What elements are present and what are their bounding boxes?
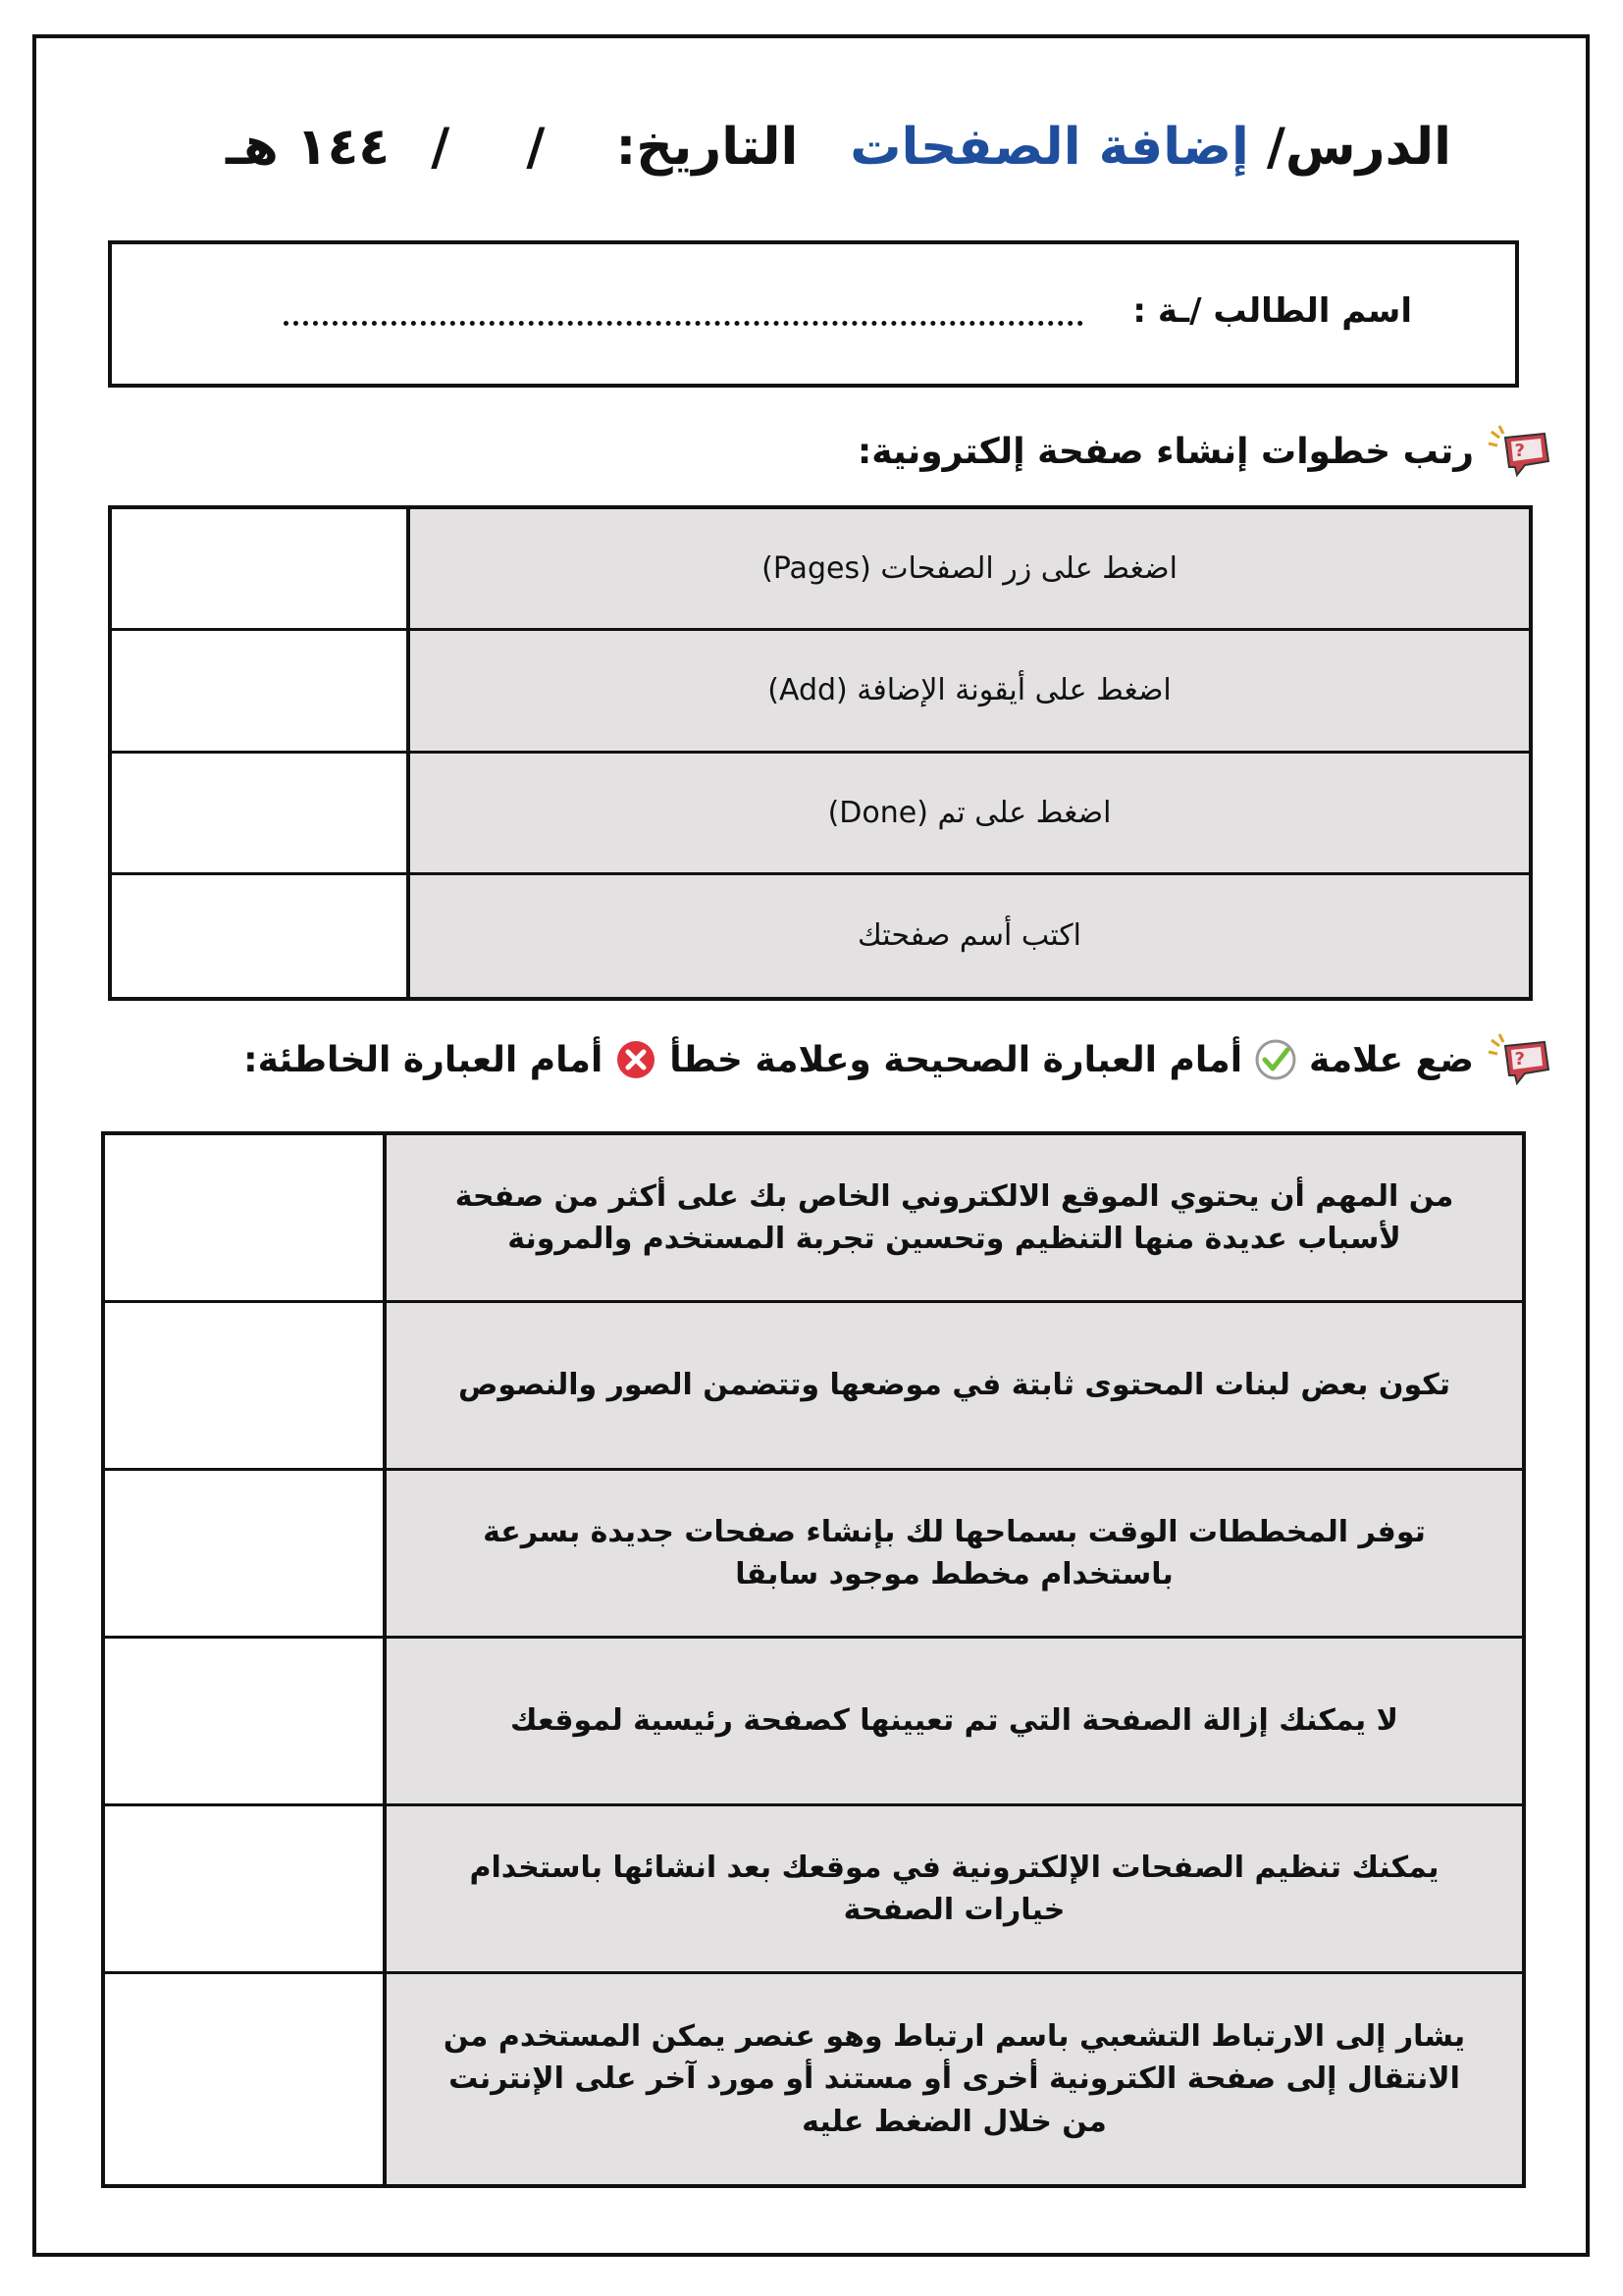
lesson-label: الدرس/ — [1266, 118, 1451, 177]
cross-icon — [614, 1038, 657, 1081]
question-chat-icon — [1486, 422, 1554, 481]
step-text: اكتب أسم صفحتك — [410, 875, 1529, 997]
date-year: ١٤٤ هـ — [226, 118, 391, 177]
student-name-box — [108, 240, 1519, 388]
tf-answer-cell[interactable] — [105, 1974, 387, 2184]
tf-answer-cell[interactable] — [105, 1303, 387, 1468]
table-row — [105, 1974, 1522, 2184]
order-answer-cell[interactable] — [112, 631, 410, 750]
step-text: اضغط على تم (Done) — [410, 754, 1529, 872]
table-row — [112, 631, 1529, 753]
table-row — [105, 1806, 1522, 1974]
statement-text: تكون بعض لبنات المحتوى ثابتة في موضعها وتتضمن الصور والنصوص — [387, 1303, 1522, 1468]
table-row — [112, 509, 1529, 631]
table-row — [105, 1471, 1522, 1639]
date-label: التاريخ: — [615, 118, 799, 177]
svg-text:?: ? — [1514, 1049, 1525, 1070]
section2-title-part1: ضع علامة — [1309, 1039, 1474, 1080]
ordering-table — [108, 505, 1533, 1001]
date-slashes: / / — [431, 118, 575, 177]
statement-text: من المهم أن يحتوي الموقع الالكتروني الخاص بك على أكثر من صفحة لأسباب عديدة منها التنظيم وتحسين تجربة المستخدم والمرونة — [387, 1135, 1522, 1300]
section2-header — [243, 1030, 1554, 1089]
tf-answer-cell[interactable] — [105, 1135, 387, 1300]
section2-title-part3: أمام العبارة الخاطئة: — [243, 1039, 603, 1080]
true-false-table — [101, 1131, 1526, 2188]
student-name-label: اسم الطالب /ـة : — [1132, 291, 1412, 331]
lesson-block — [850, 118, 1451, 177]
section1-title: رتب خطوات إنشاء صفحة إلكترونية: — [857, 431, 1474, 472]
statement-text: يمكنك تنظيم الصفحات الإلكترونية في موقعك بعد انشائها باستخدام خيارات الصفحة — [387, 1806, 1522, 1971]
order-answer-cell[interactable] — [112, 509, 410, 628]
title-row — [59, 108, 1564, 196]
tf-answer-cell[interactable] — [105, 1806, 387, 1971]
student-name-field[interactable] — [284, 321, 1083, 326]
statement-text: يشار إلى الارتباط التشعبي باسم ارتباط وهو عنصر يمكن المستخدم من الانتقال إلى صفحة الكترونية أخرى أو مستند أو مورد آخر على الإنترنت من خلال الضغط عليه — [387, 1974, 1522, 2184]
table-row — [112, 875, 1529, 997]
section1-header — [858, 422, 1554, 481]
table-row — [105, 1639, 1522, 1806]
question-chat-icon — [1486, 1030, 1554, 1089]
tf-answer-cell[interactable] — [105, 1639, 387, 1803]
table-row — [105, 1135, 1522, 1303]
date-block — [226, 118, 798, 177]
step-text: اضغط على أيقونة الإضافة (Add) — [410, 631, 1529, 750]
tf-answer-cell[interactable] — [105, 1471, 387, 1636]
table-row — [105, 1303, 1522, 1471]
statement-text: توفر المخططات الوقت بسماحها لك بإنشاء صفحات جديدة بسرعة باستخدام مخطط موجود سابقا — [387, 1471, 1522, 1636]
step-text: اضغط على زر الصفحات (Pages) — [410, 509, 1529, 628]
order-answer-cell[interactable] — [112, 875, 410, 997]
section2-title-part2: أمام العبارة الصحيحة وعلامة خطأ — [669, 1039, 1243, 1080]
svg-text:?: ? — [1514, 441, 1525, 461]
table-row — [112, 754, 1529, 875]
order-answer-cell[interactable] — [112, 754, 410, 872]
statement-text: لا يمكنك إزالة الصفحة التي تم تعيينها كصفحة رئيسية لموقعك — [387, 1639, 1522, 1803]
lesson-title: إضافة الصفحات — [850, 118, 1249, 177]
checkmark-icon — [1254, 1038, 1297, 1081]
